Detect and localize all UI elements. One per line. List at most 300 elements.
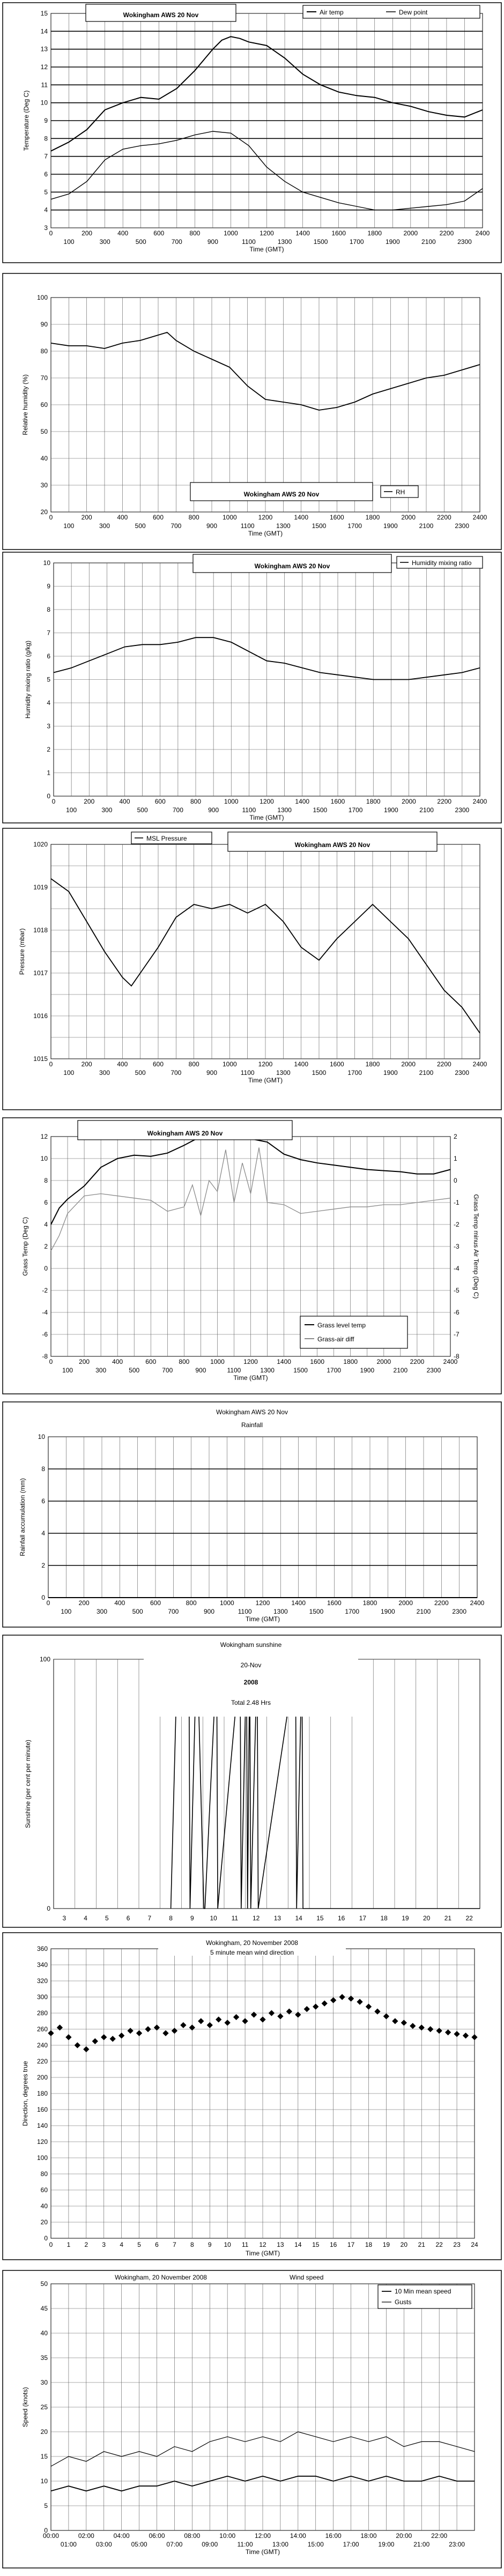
x-tick-label: 400 bbox=[117, 229, 129, 237]
x-axis-label: Time (GMT) bbox=[248, 530, 283, 537]
y-tick-label: -4 bbox=[454, 1265, 459, 1272]
x-tick-label: 1200 bbox=[243, 1358, 258, 1365]
x-tick-label: 1300 bbox=[277, 238, 292, 246]
x-tick-label: 7 bbox=[173, 2241, 176, 2248]
y-tick-label: 1019 bbox=[33, 884, 48, 891]
y-tick-label: 120 bbox=[36, 2138, 48, 2146]
x-axis-label: Time (GMT) bbox=[249, 814, 284, 821]
x-tick-label: 600 bbox=[145, 1358, 157, 1365]
x-tick-label: 11 bbox=[231, 1914, 239, 1922]
y-tick-label: -8 bbox=[42, 1353, 48, 1360]
y-tick-label: 1 bbox=[47, 769, 50, 777]
x-tick-label: 1100 bbox=[242, 238, 256, 246]
x-tick-label: 1500 bbox=[312, 1069, 327, 1077]
y-tick-label: 3 bbox=[47, 722, 50, 730]
x-tick-label: 1000 bbox=[219, 1599, 234, 1607]
x-tick-label: 3 bbox=[62, 1914, 66, 1922]
x-tick-label: 1400 bbox=[294, 514, 309, 521]
y-tick-label: 3 bbox=[44, 224, 48, 232]
chart-year: 2008 bbox=[243, 1679, 258, 1686]
x-tick-label: 2200 bbox=[439, 229, 454, 237]
x-tick-label: 13 bbox=[277, 2241, 284, 2248]
x-tick-label: 13 bbox=[273, 1914, 281, 1922]
x-tick-label: 1100 bbox=[240, 1069, 255, 1077]
y-tick-label: 100 bbox=[36, 2154, 48, 2162]
x-tick-label: 100 bbox=[61, 1608, 72, 1615]
x-tick-label: 600 bbox=[154, 798, 166, 805]
y-tick-label: 10 bbox=[40, 99, 48, 107]
chart-title: Wokingham AWS 20 Nov bbox=[254, 562, 330, 570]
x-tick-label: 1500 bbox=[313, 238, 328, 246]
y-tick-label: 4 bbox=[44, 1221, 48, 1228]
x-tick-label: 23:00 bbox=[449, 2541, 465, 2548]
x-tick-label: 1300 bbox=[276, 522, 291, 530]
y-axis-label: Rainfall accumulation (mm) bbox=[19, 1478, 26, 1556]
y-tick-label: 360 bbox=[36, 1945, 48, 1953]
x-tick-label: 700 bbox=[171, 1069, 182, 1077]
y-tick-label: 90 bbox=[40, 321, 48, 328]
y-axis-label: Relative humidity (%) bbox=[21, 374, 29, 435]
x-tick-label: 10 bbox=[210, 1914, 217, 1922]
x-tick-label: 800 bbox=[179, 1358, 190, 1365]
x-tick-label: 800 bbox=[188, 1060, 199, 1068]
y-tick-label: 20 bbox=[40, 508, 48, 516]
sunshine-total: Total 2.48 Hrs bbox=[231, 1699, 271, 1706]
chart-subtitle: 5 minute mean wind direction bbox=[210, 1949, 294, 1956]
x-tick-label: 1900 bbox=[383, 1069, 398, 1077]
x-tick-label: 12 bbox=[252, 1914, 260, 1922]
y-tick-label: 4 bbox=[41, 1530, 45, 1537]
chart-title: Wokingham AWS 20 Nov bbox=[294, 841, 370, 849]
y-tick-label: 80 bbox=[40, 2170, 48, 2178]
y-tick-label: 0 bbox=[47, 792, 50, 800]
x-tick-label: 14 bbox=[295, 1914, 302, 1922]
y-tick-label: 50 bbox=[40, 428, 48, 435]
x-tick-label: 0 bbox=[49, 229, 53, 237]
y-axis-label: Grass Temp (Deg C) bbox=[21, 1217, 29, 1276]
x-tick-label: 1400 bbox=[291, 1599, 306, 1607]
x-tick-label: 100 bbox=[66, 806, 77, 814]
x-tick-label: 1 bbox=[66, 2241, 71, 2248]
x-tick-label: 11:00 bbox=[237, 2541, 253, 2548]
y-tick-label: 60 bbox=[40, 401, 48, 409]
x-tick-label: 0 bbox=[49, 2241, 53, 2248]
y-tick-label: 0 bbox=[47, 1905, 50, 1912]
y-tick-label: 280 bbox=[36, 2009, 48, 2017]
x-tick-label: 14 bbox=[294, 2241, 302, 2248]
x-tick-label: 2200 bbox=[436, 1060, 451, 1068]
x-tick-label: 500 bbox=[135, 238, 146, 246]
chart-title: Wokingham AWS 20 Nov bbox=[243, 491, 320, 498]
x-tick-label: 18 bbox=[365, 2241, 373, 2248]
y-tick-label: 1020 bbox=[33, 841, 48, 848]
x-tick-label: 400 bbox=[117, 514, 128, 521]
y-tick-label: -5 bbox=[454, 1287, 459, 1294]
x-tick-label: 100 bbox=[63, 1069, 75, 1077]
y-tick-label: 9 bbox=[47, 582, 50, 590]
x-tick-label: 07:00 bbox=[166, 2541, 183, 2548]
x-tick-label: 4 bbox=[120, 2241, 124, 2248]
y-tick-label: 35 bbox=[40, 2354, 48, 2362]
x-tick-label: 1700 bbox=[345, 1608, 360, 1615]
y-tick-label: 6 bbox=[44, 1199, 48, 1206]
x-tick-label: 0 bbox=[49, 1060, 53, 1068]
x-tick-label: 2100 bbox=[416, 1608, 431, 1615]
x-tick-label: 1400 bbox=[294, 1060, 309, 1068]
x-tick-label: 2200 bbox=[437, 798, 452, 805]
x-tick-label: 17 bbox=[347, 2241, 355, 2248]
x-tick-label: 2300 bbox=[452, 1608, 467, 1615]
y-tick-label: 1018 bbox=[33, 926, 48, 934]
x-tick-label: 21 bbox=[444, 1914, 452, 1922]
y-tick-label: 240 bbox=[36, 2042, 48, 2049]
y-axis-label: Humidity mixing ratio (g/kg) bbox=[24, 640, 32, 719]
x-tick-label: 2200 bbox=[436, 514, 451, 521]
y-tick-label: 8 bbox=[44, 1177, 48, 1184]
x-tick-label: 1100 bbox=[242, 806, 256, 814]
y-axis-label: Pressure (mbar) bbox=[18, 928, 26, 975]
x-tick-label: 2300 bbox=[455, 806, 470, 814]
y-tick-label: 30 bbox=[40, 2379, 48, 2386]
x-tick-label: 600 bbox=[152, 514, 164, 521]
x-axis-label: Time (GMT) bbox=[248, 1077, 283, 1084]
x-tick-label: 900 bbox=[208, 806, 219, 814]
x-tick-label: 2400 bbox=[472, 1060, 487, 1068]
x-tick-label: 15:00 bbox=[307, 2541, 324, 2548]
x-tick-label: 2400 bbox=[443, 1358, 458, 1365]
x-tick-label: 400 bbox=[114, 1599, 125, 1607]
x-tick-label: 2200 bbox=[410, 1358, 425, 1365]
x-tick-label: 400 bbox=[119, 798, 130, 805]
x-tick-label: 17 bbox=[359, 1914, 367, 1922]
x-tick-label: 4 bbox=[84, 1914, 87, 1922]
y-tick-label: 12 bbox=[40, 1133, 48, 1140]
chart-title: Wokingham, 20 November 2008 bbox=[115, 2274, 207, 2281]
x-tick-label: 2100 bbox=[421, 238, 436, 246]
y-tick-label: 30 bbox=[40, 481, 48, 489]
x-tick-label: 2100 bbox=[393, 1367, 408, 1374]
y-tick-label: 160 bbox=[36, 2106, 48, 2113]
x-tick-label: 600 bbox=[150, 1599, 161, 1607]
x-tick-label: 100 bbox=[63, 238, 75, 246]
y-tick-label: 100 bbox=[39, 1656, 50, 1663]
x-tick-label: 03:00 bbox=[95, 2541, 112, 2548]
x-tick-label: 2000 bbox=[402, 798, 416, 805]
x-tick-label: 14:00 bbox=[290, 2532, 306, 2540]
y-tick-label: 40 bbox=[40, 2329, 48, 2337]
x-tick-label: 18:00 bbox=[360, 2532, 377, 2540]
y-tick-label: 60 bbox=[40, 2186, 48, 2194]
y-tick-label: 11 bbox=[41, 81, 48, 89]
chart-subtitle: Wind speed bbox=[290, 2274, 324, 2281]
x-tick-label: 23 bbox=[453, 2241, 461, 2248]
y-tick-label: 140 bbox=[36, 2122, 48, 2129]
x-tick-label: 19 bbox=[402, 1914, 409, 1922]
x-tick-label: 300 bbox=[99, 238, 110, 246]
x-tick-label: 20 bbox=[400, 2241, 408, 2248]
legend-label: Air temp bbox=[320, 9, 344, 16]
legend-label: Gusts bbox=[395, 2298, 412, 2306]
y-axis-label: Speed (knots) bbox=[21, 2387, 29, 2427]
x-tick-label: 20 bbox=[423, 1914, 431, 1922]
x-tick-label: 800 bbox=[189, 229, 201, 237]
x-tick-label: 1700 bbox=[327, 1367, 342, 1374]
x-tick-label: 1900 bbox=[380, 1608, 395, 1615]
x-tick-label: 1000 bbox=[224, 798, 239, 805]
legend-label: MSL Pressure bbox=[146, 835, 187, 842]
y-tick-label: 1 bbox=[454, 1155, 457, 1162]
y-tick-label: 70 bbox=[40, 374, 48, 382]
y-tick-label: 1017 bbox=[33, 969, 48, 977]
x-tick-label: 700 bbox=[172, 806, 183, 814]
x-tick-label: 2400 bbox=[475, 229, 490, 237]
y-tick-label: 7 bbox=[44, 152, 48, 160]
x-tick-label: 16 bbox=[337, 1914, 345, 1922]
x-tick-label: 2000 bbox=[401, 1060, 416, 1068]
x-tick-label: 6 bbox=[155, 2241, 159, 2248]
x-tick-label: 2300 bbox=[426, 1367, 441, 1374]
y-tick-label: 1015 bbox=[33, 1055, 48, 1063]
x-tick-label: 1800 bbox=[365, 514, 380, 521]
x-tick-label: 2100 bbox=[419, 522, 434, 530]
y-axis-label-right: Grass Temp minus Air Temp (Deg C) bbox=[472, 1194, 480, 1299]
x-tick-label: 700 bbox=[171, 238, 182, 246]
x-tick-label: 300 bbox=[99, 1069, 110, 1077]
x-tick-label: 5 bbox=[137, 2241, 141, 2248]
y-tick-label: 2 bbox=[454, 1133, 457, 1140]
y-tick-label: -8 bbox=[454, 1353, 459, 1360]
x-tick-label: 1900 bbox=[360, 1367, 375, 1374]
x-axis-label: Time (GMT) bbox=[233, 1374, 268, 1382]
x-tick-label: 2400 bbox=[472, 798, 487, 805]
x-tick-label: 300 bbox=[101, 806, 113, 814]
x-tick-label: 15 bbox=[316, 1914, 324, 1922]
x-tick-label: 1100 bbox=[240, 522, 255, 530]
x-axis-label: Time (GMT) bbox=[245, 2250, 280, 2257]
x-tick-label: 0 bbox=[49, 1358, 53, 1365]
y-tick-label: 10 bbox=[40, 2477, 48, 2485]
x-tick-label: 2100 bbox=[419, 806, 434, 814]
x-tick-label: 06:00 bbox=[149, 2532, 165, 2540]
y-tick-label: 8 bbox=[41, 1465, 45, 1473]
x-tick-label: 900 bbox=[203, 1608, 215, 1615]
x-tick-label: 9 bbox=[207, 2241, 212, 2248]
x-tick-label: 01:00 bbox=[60, 2541, 77, 2548]
x-tick-label: 200 bbox=[84, 798, 95, 805]
legend-label: 10 Min mean speed bbox=[395, 2288, 451, 2295]
x-tick-label: 100 bbox=[62, 1367, 73, 1374]
y-tick-label: 6 bbox=[41, 1497, 45, 1505]
x-tick-label: 0 bbox=[49, 514, 53, 521]
chart-title: Wokingham AWS 20 Nov bbox=[123, 11, 199, 19]
x-tick-label: 1200 bbox=[255, 1599, 270, 1607]
x-tick-label: 12:00 bbox=[254, 2532, 271, 2540]
x-tick-label: 1600 bbox=[329, 1060, 344, 1068]
x-tick-label: 100 bbox=[63, 522, 75, 530]
x-tick-label: 08:00 bbox=[184, 2532, 201, 2540]
x-tick-label: 2000 bbox=[401, 514, 416, 521]
y-tick-label: 8 bbox=[44, 135, 48, 143]
x-tick-label: 0 bbox=[51, 798, 56, 805]
x-tick-label: 16 bbox=[329, 2241, 337, 2248]
x-tick-label: 8 bbox=[169, 1914, 173, 1922]
x-tick-label: 500 bbox=[129, 1367, 140, 1374]
legend-label: RH bbox=[396, 488, 405, 496]
x-tick-label: 13:00 bbox=[272, 2541, 288, 2548]
x-tick-label: 22 bbox=[435, 2241, 443, 2248]
x-tick-label: 800 bbox=[188, 514, 199, 521]
x-tick-label: 200 bbox=[79, 1358, 90, 1365]
x-tick-label: 02:00 bbox=[78, 2532, 94, 2540]
x-tick-label: 1800 bbox=[343, 1358, 358, 1365]
x-tick-label: 10:00 bbox=[219, 2532, 236, 2540]
chart-title: Wokingham AWS 20 Nov bbox=[216, 1408, 288, 1416]
x-tick-label: 1500 bbox=[309, 1608, 324, 1615]
x-tick-label: 10 bbox=[224, 2241, 231, 2248]
x-tick-label: 1400 bbox=[295, 798, 310, 805]
x-tick-label: 200 bbox=[81, 514, 92, 521]
y-tick-label: 2 bbox=[41, 1562, 45, 1569]
y-tick-label: 320 bbox=[36, 1977, 48, 1985]
y-tick-label: 0 bbox=[44, 2234, 48, 2242]
x-tick-label: 1200 bbox=[260, 229, 274, 237]
x-tick-label: 2300 bbox=[455, 1069, 470, 1077]
x-tick-label: 200 bbox=[81, 1060, 92, 1068]
y-tick-label: 15 bbox=[40, 2453, 48, 2460]
x-tick-label: 300 bbox=[95, 1367, 107, 1374]
x-tick-label: 1800 bbox=[365, 1060, 380, 1068]
y-tick-label: 0 bbox=[41, 1594, 45, 1601]
x-tick-label: 1500 bbox=[293, 1367, 308, 1374]
x-tick-label: 200 bbox=[81, 229, 93, 237]
x-tick-label: 900 bbox=[195, 1367, 206, 1374]
x-tick-label: 3 bbox=[102, 2241, 106, 2248]
x-tick-label: 1300 bbox=[277, 806, 292, 814]
x-tick-label: 2400 bbox=[472, 514, 487, 521]
y-tick-label: 20 bbox=[40, 2218, 48, 2226]
x-tick-label: 0 bbox=[46, 1599, 50, 1607]
x-tick-label: 500 bbox=[137, 806, 148, 814]
y-tick-label: 25 bbox=[40, 2403, 48, 2411]
x-tick-label: 1000 bbox=[222, 514, 237, 521]
x-tick-label: 2300 bbox=[457, 238, 472, 246]
y-tick-label: 12 bbox=[40, 63, 48, 71]
x-tick-label: 1100 bbox=[227, 1367, 241, 1374]
x-tick-label: 2100 bbox=[419, 1069, 434, 1077]
x-tick-label: 2000 bbox=[376, 1358, 391, 1365]
x-tick-label: 5 bbox=[105, 1914, 109, 1922]
y-tick-label: -7 bbox=[454, 1331, 459, 1338]
y-tick-label: 1016 bbox=[33, 1012, 48, 1020]
x-tick-label: 22:00 bbox=[431, 2532, 448, 2540]
x-tick-label: 1800 bbox=[367, 229, 382, 237]
legend-label: Dew point bbox=[399, 9, 428, 16]
x-tick-label: 17:00 bbox=[343, 2541, 359, 2548]
x-tick-label: 1200 bbox=[260, 798, 274, 805]
x-tick-label: 1600 bbox=[330, 798, 345, 805]
y-tick-label: 0 bbox=[454, 1177, 457, 1184]
y-tick-label: -4 bbox=[42, 1309, 48, 1316]
y-tick-label: 8 bbox=[47, 606, 50, 613]
y-tick-label: 7 bbox=[47, 629, 50, 637]
y-axis-label: Direction, degrees true bbox=[21, 2061, 29, 2126]
y-tick-label: 200 bbox=[36, 2074, 48, 2081]
y-axis-label: Temperature (Deg C) bbox=[23, 90, 30, 151]
x-tick-label: 7 bbox=[147, 1914, 152, 1922]
x-tick-label: 2000 bbox=[398, 1599, 413, 1607]
x-tick-label: 05:00 bbox=[131, 2541, 147, 2548]
x-tick-label: 1400 bbox=[295, 229, 310, 237]
y-tick-label: 5 bbox=[47, 675, 50, 684]
x-tick-label: 1700 bbox=[349, 238, 364, 246]
x-tick-label: 900 bbox=[206, 522, 218, 530]
x-tick-label: 1500 bbox=[313, 806, 328, 814]
x-tick-label: 16:00 bbox=[325, 2532, 342, 2540]
y-tick-label: 80 bbox=[40, 347, 48, 355]
x-tick-label: 15 bbox=[312, 2241, 320, 2248]
y-tick-label: 340 bbox=[36, 1961, 48, 1969]
y-tick-label: 50 bbox=[40, 2280, 48, 2288]
x-tick-label: 1400 bbox=[277, 1358, 291, 1365]
y-tick-label: 300 bbox=[36, 1993, 48, 2001]
x-tick-label: 2 bbox=[84, 2241, 88, 2248]
y-tick-label: -2 bbox=[454, 1221, 459, 1228]
legend-label: Grass level temp bbox=[317, 1322, 366, 1329]
x-tick-label: 700 bbox=[168, 1608, 179, 1615]
y-tick-label: 2 bbox=[47, 746, 50, 753]
x-tick-label: 1600 bbox=[327, 1599, 342, 1607]
x-tick-label: 200 bbox=[78, 1599, 90, 1607]
x-tick-label: 1700 bbox=[347, 1069, 362, 1077]
x-tick-label: 1700 bbox=[347, 522, 362, 530]
y-tick-label: 20 bbox=[40, 2428, 48, 2436]
x-tick-label: 1300 bbox=[260, 1367, 275, 1374]
y-tick-label: 6 bbox=[44, 170, 48, 178]
y-tick-label: 10 bbox=[38, 1433, 45, 1441]
y-tick-label: 5 bbox=[44, 188, 48, 196]
x-tick-label: 19 bbox=[382, 2241, 390, 2248]
x-tick-label: 9 bbox=[190, 1914, 194, 1922]
x-tick-label: 1300 bbox=[276, 1069, 291, 1077]
x-tick-label: 1200 bbox=[258, 1060, 273, 1068]
x-tick-label: 1800 bbox=[366, 798, 381, 805]
y-tick-label: 14 bbox=[40, 27, 48, 35]
x-tick-label: 900 bbox=[206, 1069, 218, 1077]
y-tick-label: 2 bbox=[44, 1243, 48, 1250]
y-tick-label: 220 bbox=[36, 2058, 48, 2065]
x-tick-label: 19:00 bbox=[378, 2541, 395, 2548]
chart-subtitle: Rainfall bbox=[241, 1421, 263, 1429]
x-tick-label: 12 bbox=[259, 2241, 266, 2248]
y-tick-label: 4 bbox=[47, 699, 50, 707]
x-tick-label: 500 bbox=[132, 1608, 143, 1615]
chart-title: Wokingham AWS 20 Nov bbox=[147, 1130, 223, 1137]
x-tick-label: 1500 bbox=[312, 522, 327, 530]
x-tick-label: 1300 bbox=[273, 1608, 288, 1615]
x-tick-label: 1000 bbox=[222, 1060, 237, 1068]
y-tick-label: 40 bbox=[40, 455, 48, 462]
y-tick-label: 0 bbox=[44, 1265, 48, 1272]
x-tick-label: 800 bbox=[190, 798, 202, 805]
x-tick-label: 20:00 bbox=[396, 2532, 412, 2540]
x-tick-label: 00:00 bbox=[42, 2532, 60, 2540]
y-tick-label: -1 bbox=[454, 1199, 459, 1206]
y-tick-label: 100 bbox=[36, 294, 48, 301]
x-tick-label: 09:00 bbox=[202, 2541, 218, 2548]
x-tick-label: 600 bbox=[152, 1060, 164, 1068]
x-tick-label: 400 bbox=[117, 1060, 128, 1068]
y-tick-label: -6 bbox=[454, 1309, 459, 1316]
